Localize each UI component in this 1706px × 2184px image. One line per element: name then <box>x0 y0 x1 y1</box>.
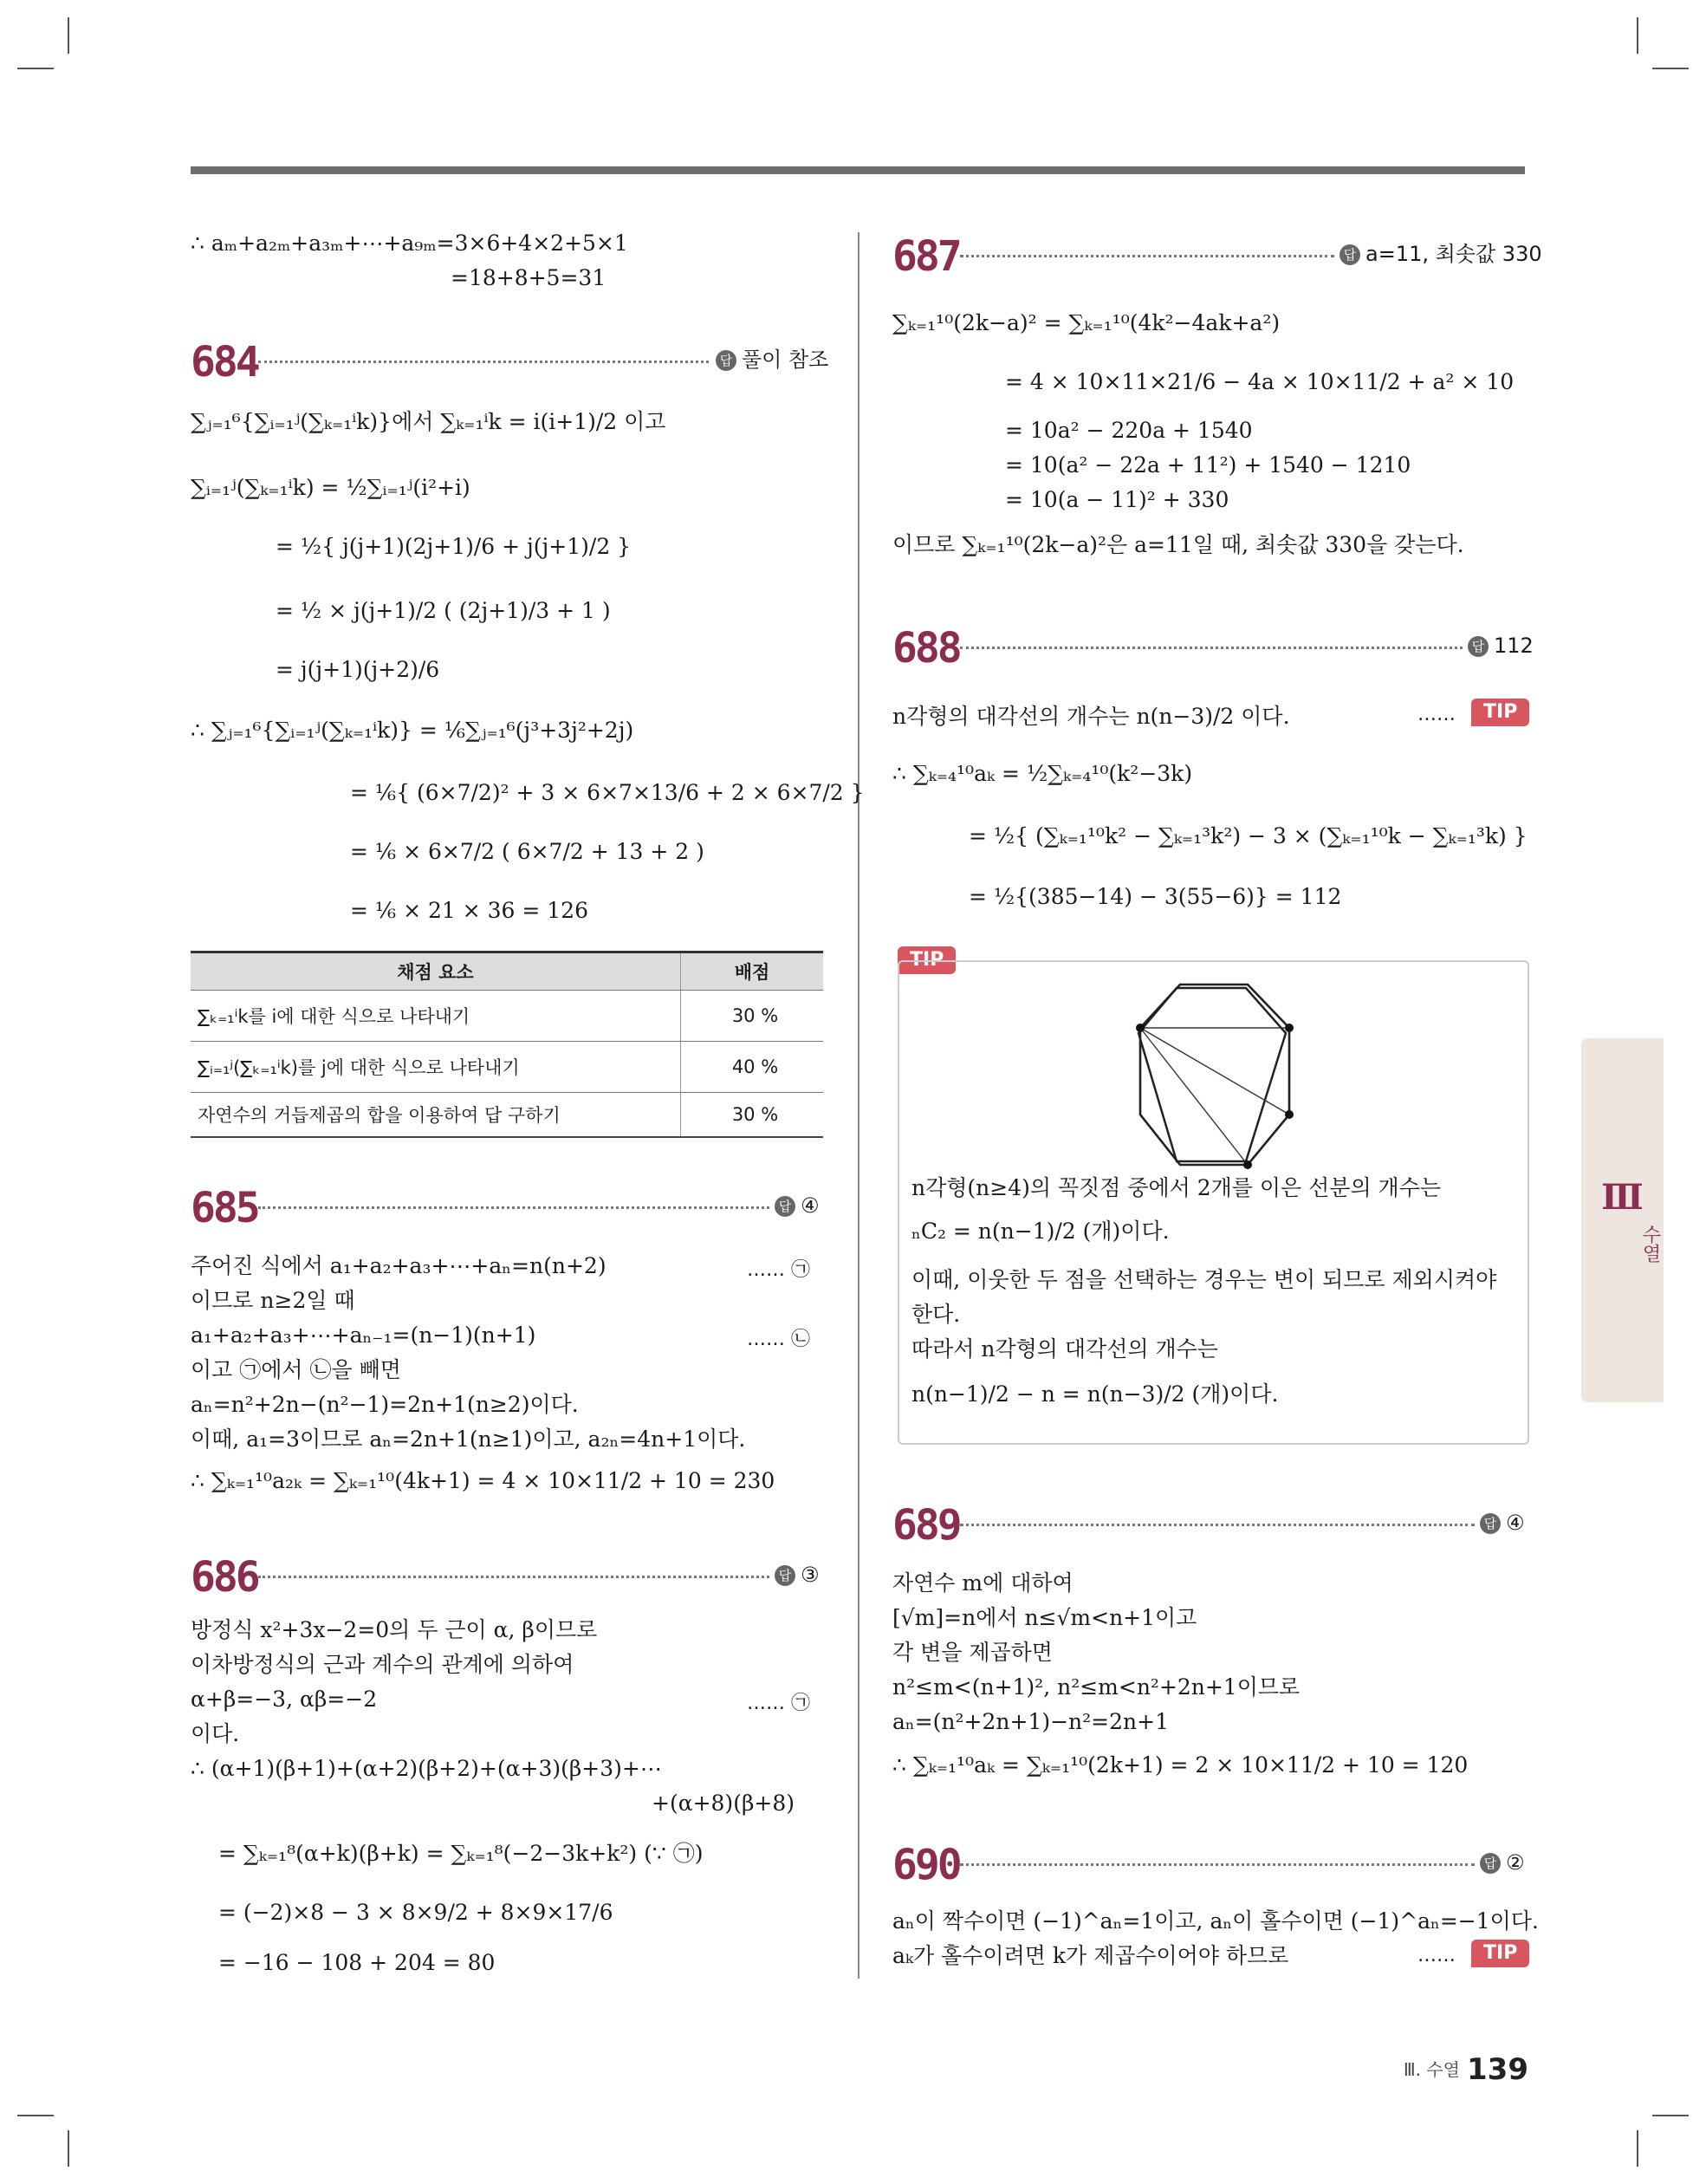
leader-dots <box>258 1206 769 1209</box>
scoring-item: 자연수의 거듭제곱의 합을 이용하여 답 구하기 <box>191 1093 681 1138</box>
scoring-header-points: 배점 <box>681 952 824 991</box>
equation-marker: …… <box>1417 1945 1456 1966</box>
tip-line-3: 이때, 이웃한 두 점을 선택하는 경우는 변이 되므로 제외시켜야 <box>911 1267 1497 1292</box>
top-rule <box>191 166 1525 174</box>
crop-mark <box>1652 2115 1689 2116</box>
answer-689: 답 ④ <box>1480 1510 1525 1536</box>
solution-688-line-2: ∴ ∑ₖ₌₄¹⁰aₖ = ½∑ₖ₌₄¹⁰(k²−3k) <box>892 761 1193 786</box>
answer-686: 답 ③ <box>775 1562 820 1588</box>
answer-687: 답 a=11, 최솟값 330 <box>1340 241 1542 267</box>
scoring-header-item: 채점 요소 <box>191 952 681 991</box>
crop-mark <box>17 68 54 69</box>
crop-mark <box>68 2130 69 2167</box>
problem-number-687: 687 <box>892 232 960 281</box>
intro-line-2: =18+8+5=31 <box>451 265 607 290</box>
scoring-points: 30 % <box>681 1093 824 1138</box>
solution-685-line-6: 이때, a₁=3이므로 aₙ=2n+1(n≥1)이고, a₂ₙ=4n+1이다. <box>191 1427 746 1452</box>
answer-685: 답 ④ <box>775 1193 820 1219</box>
intro-line-1: ∴ aₘ+a₂ₘ+a₃ₘ+⋯+a₉ₘ=3×6+4×2+5×1 <box>191 231 628 256</box>
table-row <box>191 1042 823 1093</box>
solution-688-line-4: = ½{(385−14) − 3(55−6)} = 112 <box>969 884 1342 909</box>
solution-685-line-4: 이고 ㉠에서 ㉡을 빼면 <box>191 1357 401 1382</box>
solution-684-line-2: ∑ᵢ₌₁ʲ(∑ₖ₌₁ⁱk) = ½∑ᵢ₌₁ʲ(i²+i) <box>191 475 470 500</box>
table-row <box>191 1093 823 1138</box>
solution-687-line-1: ∑ₖ₌₁¹⁰(2k−a)² = ∑ₖ₌₁¹⁰(4k²−4ak+a²) <box>892 310 1281 335</box>
equation-marker: …… ㉠ <box>747 1693 810 1714</box>
page-number: 139 <box>1467 2052 1528 2087</box>
tip-line-1: n각형(n≥4)의 꼭짓점 중에서 2개를 이은 선분의 개수는 <box>911 1175 1442 1200</box>
solution-686-line-1: 방정식 x²+3x−2=0의 두 근이 α, β이므로 <box>191 1617 598 1642</box>
answer-690: 답 ② <box>1480 1849 1525 1875</box>
solution-685-line-1: 주어진 식에서 a₁+a₂+a₃+⋯+aₙ=n(n+2) <box>191 1253 607 1278</box>
solution-686-line-9: = −16 − 108 + 204 = 80 <box>218 1950 496 1975</box>
equation-marker: …… ㉠ <box>747 1259 810 1281</box>
scoring-points: 40 % <box>681 1042 824 1093</box>
solution-685-line-3: a₁+a₂+a₃+⋯+aₙ₋₁=(n−1)(n+1) <box>191 1323 536 1348</box>
solution-689-line-5: aₙ=(n²+2n+1)−n²=2n+1 <box>892 1709 1169 1734</box>
equation-marker: …… ㉡ <box>747 1329 810 1350</box>
hexagon-with-three-diagonals <box>1123 979 1303 1172</box>
solution-686-line-5: ∴ (α+1)(β+1)+(α+2)(β+2)+(α+3)(β+3)+⋯ <box>191 1756 662 1781</box>
vertex-dot <box>1285 1110 1294 1119</box>
scoring-table <box>191 951 823 1138</box>
tip-line-2: ₙC₂ = n(n−1)/2 (개)이다. <box>911 1219 1170 1244</box>
vertex-dot <box>1243 1160 1252 1169</box>
problem-number-689: 689 <box>892 1501 960 1550</box>
chapter-name: 수열 <box>1639 1225 1661 1263</box>
table-row <box>191 991 823 1042</box>
solution-684-line-6: ∴ ∑ⱼ₌₁⁶{∑ᵢ₌₁ʲ(∑ₖ₌₁ⁱk)} = ⅙∑ⱼ₌₁⁶(j³+3j²+2j) <box>191 718 634 743</box>
tip-badge: TIP <box>1471 699 1529 726</box>
solution-686-line-6: +(α+8)(β+8) <box>652 1791 795 1816</box>
solution-687-line-2: = 4 × 10×11×21/6 − 4a × 10×11/2 + a² × 10 <box>1005 369 1515 394</box>
scoring-item: ∑ₖ₌₁ⁱk를 i에 대한 식으로 나타내기 <box>191 991 681 1042</box>
leader-dots <box>960 1524 1475 1526</box>
solution-687-line-4: = 10(a² − 22a + 11²) + 1540 − 1210 <box>1005 452 1411 478</box>
chapter-side-tab <box>1581 1038 1664 1402</box>
hexagon-outline-visible <box>1140 985 1289 1165</box>
solution-685-line-5: aₙ=n²+2n−(n²−1)=2n+1(n≥2)이다. <box>191 1392 579 1417</box>
problem-number-684: 684 <box>191 338 258 387</box>
solution-686-line-7: = ∑ₖ₌₁⁸(α+k)(β+k) = ∑ₖ₌₁⁸(−2−3k+k²) (∵ ㉠) <box>218 1841 704 1866</box>
solution-687-line-3: = 10a² − 220a + 1540 <box>1005 418 1253 443</box>
solution-684-line-7: = ⅙{ (6×7/2)² + 3 × 6×7×13/6 + 2 × 6×7/2 } <box>350 780 865 805</box>
page-footer <box>1404 2052 1528 2087</box>
solution-690-line-2: aₖ가 홀수이려면 k가 제곱수이어야 하므로 <box>892 1943 1289 1968</box>
solution-684-line-5: = j(j+1)(j+2)/6 <box>276 657 440 682</box>
solution-689-line-6: ∴ ∑ₖ₌₁¹⁰aₖ = ∑ₖ₌₁¹⁰(2k+1) = 2 × 10×11/2 + 10 = 120 <box>892 1752 1469 1778</box>
scoring-points: 30 % <box>681 991 824 1042</box>
solution-689-line-2: [√m]=n에서 n≤√m<n+1이고 <box>892 1605 1197 1630</box>
solution-684-line-9: = ⅙ × 21 × 36 = 126 <box>350 898 588 923</box>
solution-687-line-6: 이므로 ∑ₖ₌₁¹⁰(2k−a)²은 a=11일 때, 최솟값 330을 갖는다. <box>892 532 1464 557</box>
problem-number-685: 685 <box>191 1184 258 1232</box>
solution-689-line-1: 자연수 m에 대하여 <box>892 1570 1074 1596</box>
solution-685-line-2: 이므로 n≥2일 때 <box>191 1288 355 1313</box>
solution-690-line-1: aₙ이 짝수이면 (−1)^aₙ=1이고, aₙ이 홀수이면 (−1)^aₙ=−1이다. <box>892 1908 1539 1934</box>
leader-dots <box>258 361 709 363</box>
tip-line-5: 따라서 n각형의 대각선의 개수는 <box>911 1336 1218 1362</box>
scoring-item: ∑ᵢ₌₁ʲ(∑ₖ₌₁ⁱk)를 j에 대한 식으로 나타내기 <box>191 1042 681 1093</box>
tip-line-4: 한다. <box>911 1302 961 1327</box>
leader-dots <box>258 1576 769 1578</box>
footer-section: Ⅲ. 수열 <box>1403 2059 1461 2080</box>
solution-686-line-8: = (−2)×8 − 3 × 8×9/2 + 8×9×17/6 <box>218 1900 613 1925</box>
solution-687-line-5: = 10(a − 11)² + 330 <box>1005 487 1229 512</box>
leader-dots <box>960 647 1463 649</box>
vertex-dot <box>1285 1024 1294 1032</box>
solution-686-line-3: α+β=−3, αβ=−2 <box>191 1687 378 1712</box>
crop-mark <box>17 2115 54 2116</box>
solution-686-line-2: 이차방정식의 근과 계수의 관계에 의하여 <box>191 1652 574 1677</box>
solution-685-line-7: ∴ ∑ₖ₌₁¹⁰a₂ₖ = ∑ₖ₌₁¹⁰(4k+1) = 4 × 10×11/2 + 10 = 230 <box>191 1468 775 1493</box>
crop-mark <box>68 17 69 54</box>
solution-684-line-1: ∑ⱼ₌₁⁶{∑ᵢ₌₁ʲ(∑ₖ₌₁ⁱk)}에서 ∑ₖ₌₁ⁱk = i(i+1)/2 이고 <box>191 409 666 434</box>
chapter-roman: Ⅲ <box>1601 1177 1644 1218</box>
leader-dots <box>960 1863 1475 1866</box>
crop-mark <box>1652 68 1689 69</box>
solution-686-line-4: 이다. <box>191 1721 240 1746</box>
tip-badge: TIP <box>1471 1940 1529 1967</box>
vertex-dot <box>1136 1024 1145 1032</box>
solution-684-line-4: = ½ × j(j+1)/2 ( (2j+1)/3 + 1 ) <box>276 598 611 623</box>
solution-684-line-8: = ⅙ × 6×7/2 ( 6×7/2 + 13 + 2 ) <box>350 839 704 864</box>
problem-number-688: 688 <box>892 624 960 673</box>
diagonal-line <box>1140 1028 1289 1115</box>
problem-number-686: 686 <box>191 1553 258 1602</box>
diagonal-line <box>1140 1028 1248 1165</box>
solution-684-line-3: = ½{ j(j+1)(2j+1)/6 + j(j+1)/2 } <box>276 534 632 559</box>
tip-badge: TIP <box>898 946 956 974</box>
solution-688-line-1: n각형의 대각선의 개수는 n(n−3)/2 이다. <box>892 704 1290 729</box>
answer-684: 답 풀이 참조 <box>716 347 828 373</box>
leader-dots <box>960 255 1334 257</box>
column-divider <box>858 232 859 1979</box>
solution-689-line-4: n²≤m<(n+1)², n²≤m<n²+2n+1이므로 <box>892 1674 1301 1700</box>
answer-688: 답 112 <box>1468 633 1534 659</box>
solution-689-line-3: 각 변을 제곱하면 <box>892 1640 1053 1665</box>
crop-mark <box>1637 2130 1638 2167</box>
equation-marker: …… <box>1417 704 1456 725</box>
problem-number-690: 690 <box>892 1841 960 1889</box>
crop-mark <box>1637 17 1638 54</box>
tip-line-6: n(n−1)/2 − n = n(n−3)/2 (개)이다. <box>911 1381 1279 1407</box>
solution-688-line-3: = ½{ (∑ₖ₌₁¹⁰k² − ∑ₖ₌₁³k²) − 3 × (∑ₖ₌₁¹⁰k − ∑ₖ₌₁³k) } <box>969 823 1528 848</box>
